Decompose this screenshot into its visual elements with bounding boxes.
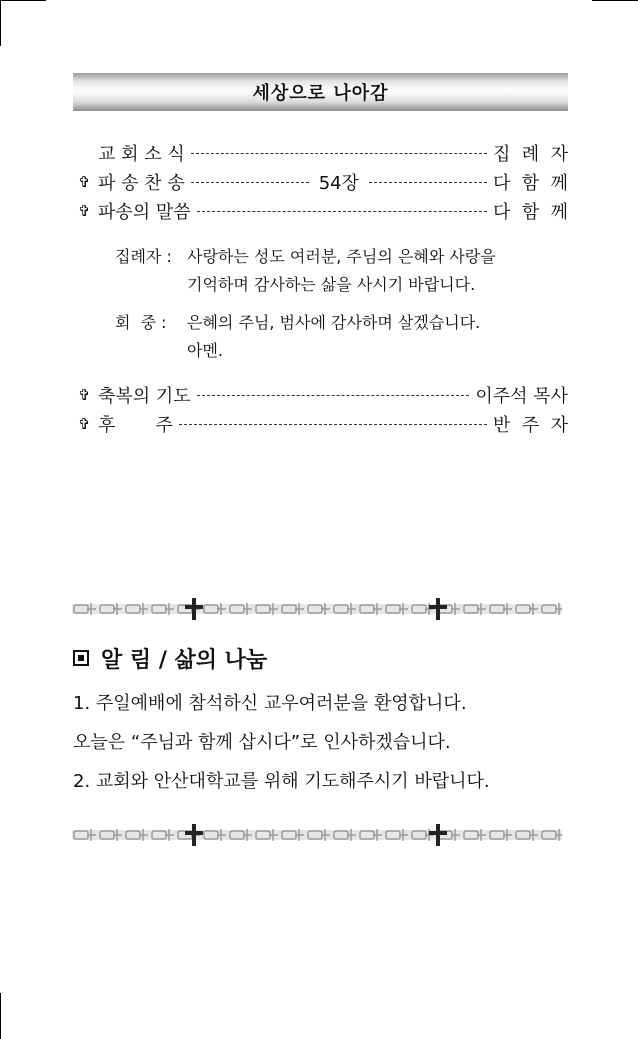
decorative-cross-border [72, 823, 562, 847]
cross-icon: ✞ [78, 415, 91, 433]
order-row-postlude [78, 410, 568, 438]
item-leader: 다 함 께 [492, 202, 568, 223]
crop-mark-top-left-h [0, 0, 46, 1]
crop-mark-bottom-left [0, 993, 1, 1039]
item-leader: 이주석 목사 [475, 386, 568, 407]
crop-mark-top-right [592, 0, 638, 1]
order-row-announcements [78, 139, 568, 167]
cross-icon: ✞ [78, 386, 91, 404]
square-bullet-icon [73, 650, 89, 666]
speech-line: 아멘. [187, 341, 223, 360]
dotted-leader [179, 424, 487, 425]
item-label: 교 회 소 식 [98, 144, 185, 165]
item-label: 파송의 말씀 [98, 202, 191, 223]
item-label: 파 송 찬 송 [98, 173, 185, 194]
notice-line: 오늘은 “주님과 함께 삽시다”로 인사하겠습니다. [73, 732, 451, 753]
dialogue-congregation [115, 309, 555, 365]
speaker-label: 집례자 : [115, 247, 172, 266]
dotted-leader [197, 211, 487, 212]
order-row-benediction [78, 381, 568, 409]
speech-text [187, 309, 555, 365]
item-label: 후 주 [98, 415, 173, 436]
speech-line: 사랑하는 성도 여러분, 주님의 은혜와 사랑을 [187, 247, 496, 266]
hymn-number: 54장 [318, 173, 359, 194]
dotted-leader [191, 169, 487, 195]
speech-line: 기억하며 감사하는 삶을 사시기 바랍니다. [187, 275, 476, 294]
cross-icon: ✞ [78, 173, 91, 191]
notice-heading-text: 알 림 / 삶의 나눔 [101, 647, 268, 673]
decorative-cross-border [72, 597, 562, 621]
item-leader: 반 주 자 [492, 415, 568, 436]
item-leader: 집 례 자 [492, 144, 568, 165]
section-title-bar [73, 73, 568, 111]
order-row-sending-word [78, 197, 568, 225]
item-label: 축복의 기도 [98, 386, 191, 407]
dotted-leader [191, 153, 487, 154]
cross-icon: ✞ [78, 202, 91, 220]
dialogue-officiant [115, 243, 555, 299]
order-row-sending-hymn [78, 168, 568, 196]
item-leader: 다 함 께 [492, 173, 568, 194]
speech-text [187, 243, 555, 299]
notice-line: 2. 교회와 안산대학교를 위해 기도해주시기 바랍니다. [73, 771, 490, 792]
speech-line: 은혜의 주님, 범사에 감사하며 살겠습니다. [187, 313, 481, 332]
dotted-leader [197, 395, 470, 396]
notice-line: 1. 주일예배에 참석하신 교우여러분을 환영합니다. [73, 693, 467, 714]
crop-mark-top-left [0, 0, 1, 46]
section-title: 세상으로 나아감 [252, 83, 389, 104]
notice-heading [73, 640, 267, 676]
speaker-label: 회 중 : [115, 313, 167, 332]
